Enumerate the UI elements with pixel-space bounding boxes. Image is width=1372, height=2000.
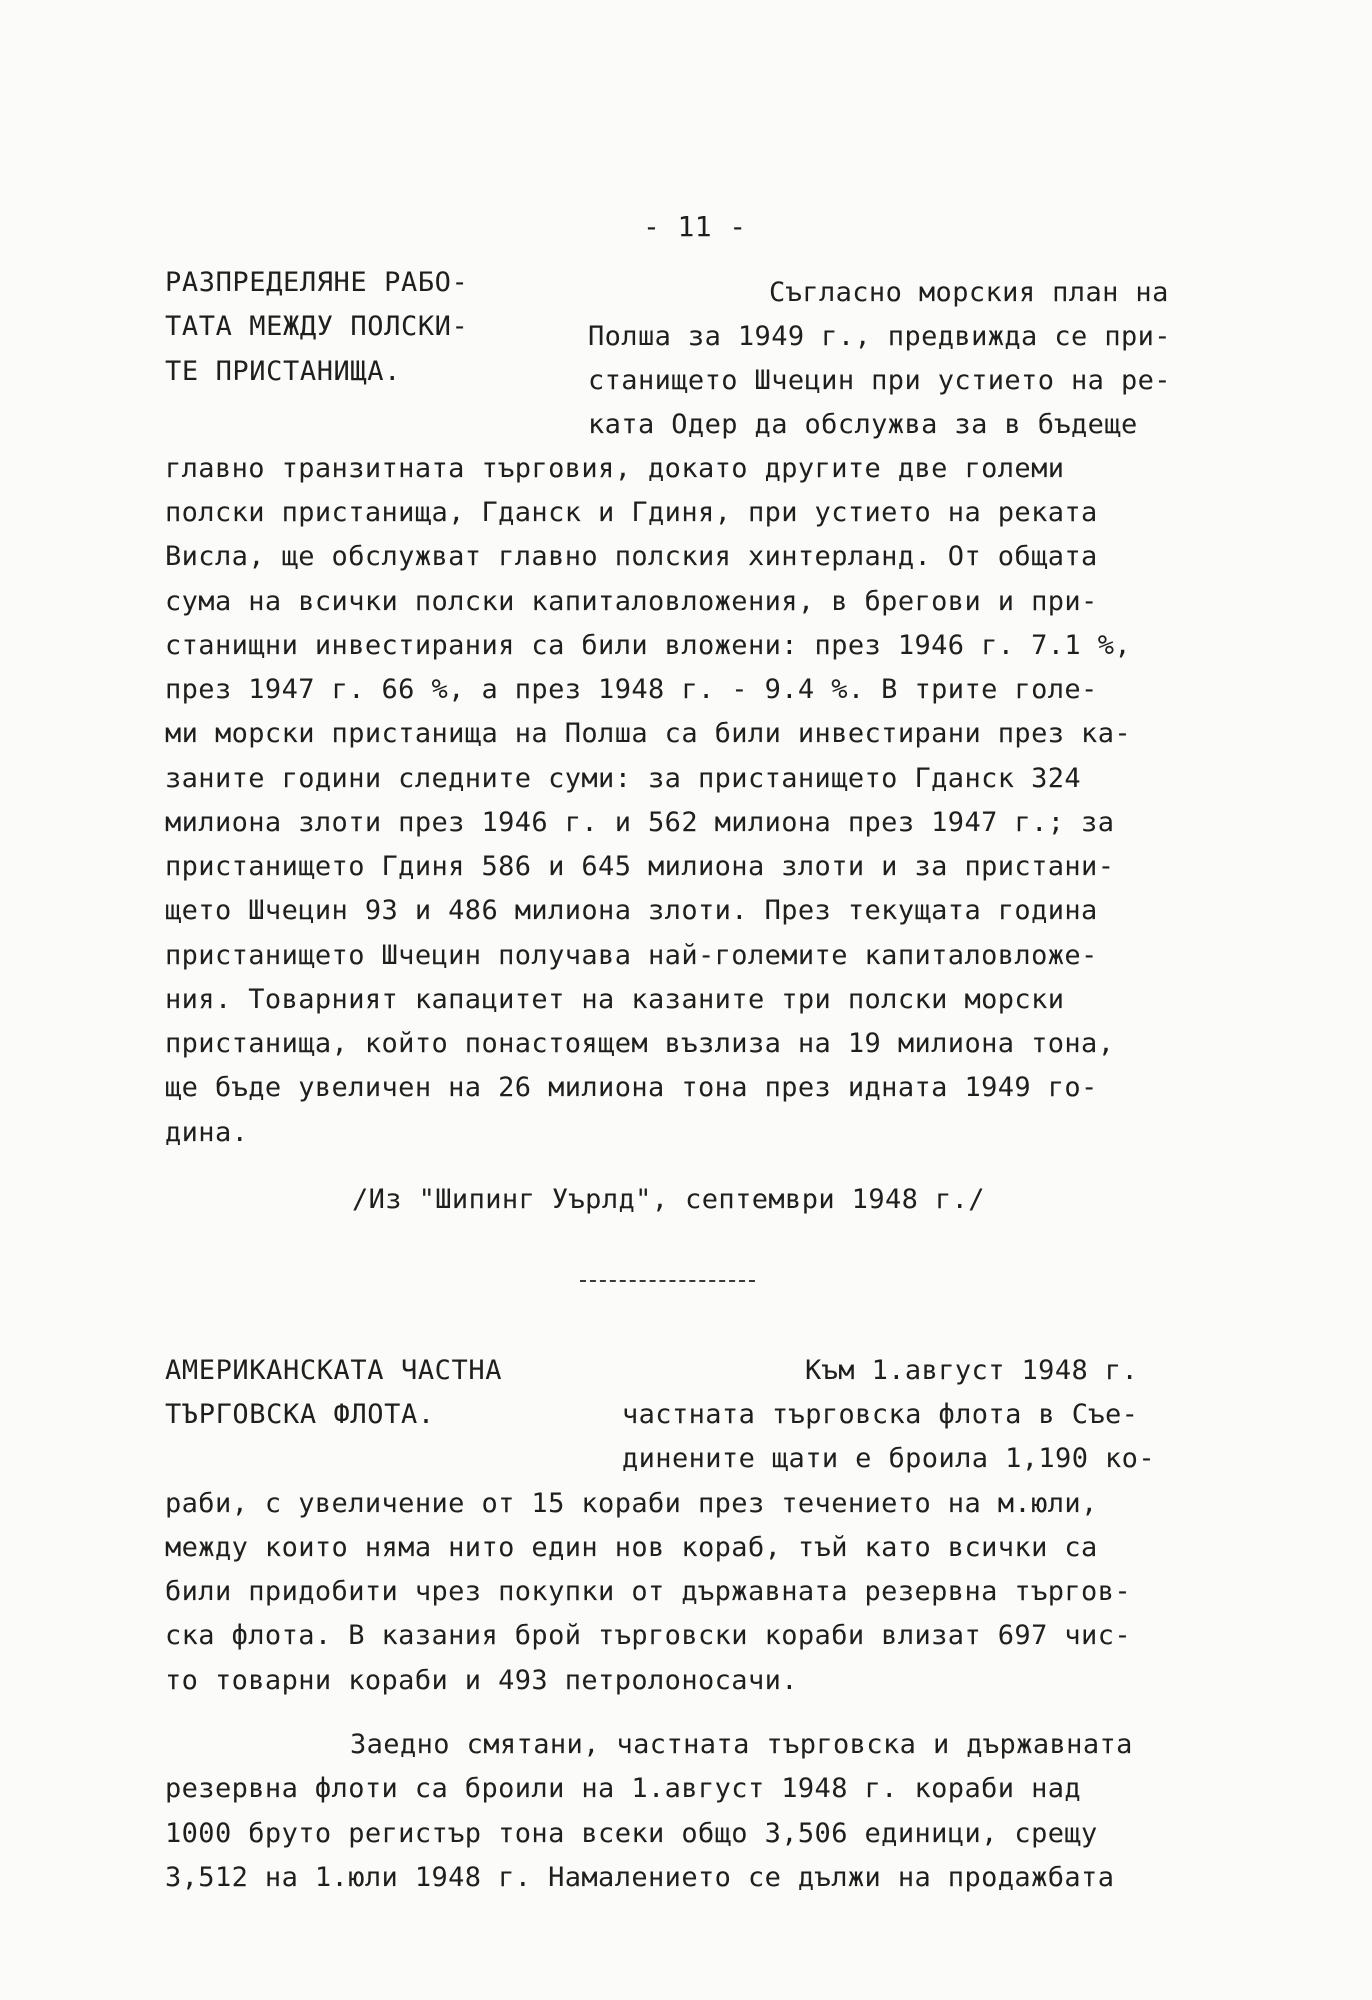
article1-line-16: дина. [165, 1117, 249, 1148]
article1-right-line-1: Съгласно морския план на [769, 277, 1169, 308]
section-divider [580, 1280, 755, 1282]
article2-right-line-1: Към 1.август 1948 г. [805, 1355, 1139, 1386]
article2-heading-line-1: АМЕРИКАНСКАТА ЧАСТНА [165, 1355, 503, 1386]
article2-para2-line-4: 3,512 на 1.юли 1948 г. Намалението се дължи на продажбата [165, 1862, 1115, 1893]
article1-line-10: пристанището Гдиня 586 и 645 милиона злоти и за пристани- [165, 851, 1115, 882]
article2-para2-line-1: Заедно смятани, частната търговска и държавната [350, 1729, 1133, 1760]
article1-line-4: сума на всички полски капиталовложения, в брегови и при- [165, 586, 1098, 617]
article2-line-2: между които няма нито един нов кораб, тъй като всички са [165, 1532, 1098, 1563]
article2-line-5: то товарни кораби и 493 петролоносачи. [165, 1665, 798, 1696]
article1-line-14: пристанища, който понастоящем възлиза на 19 милиона тона, [165, 1028, 1115, 1059]
article2-right-line-2: частната търговска флота в Съе- [622, 1399, 1139, 1430]
article1-right-line-2: Полша за 1949 г., предвижда се при- [588, 321, 1171, 352]
article1-line-3: Висла, ще обслужват главно полския хинтерланд. От общата [165, 541, 1098, 572]
page-number: - 11 - [643, 210, 747, 243]
article1-right-line-4: ката Одер да обслужва за в бъдеще [588, 409, 1138, 440]
article1-line-12: пристанището Шчецин получава най-големите капиталовложе- [165, 940, 1098, 971]
article1-right-line-3: станището Шчецин при устието на ре- [588, 365, 1171, 396]
article1-line-5: станищни инвестирания са били вложени: през 1946 г. 7.1 %, [165, 630, 1132, 661]
article1-line-2: полски пристанища, Гданск и Гдиня, при устието на реката [165, 497, 1098, 528]
article1-heading-line-2: ТАТА МЕЖДУ ПОЛСКИ- [165, 311, 469, 342]
article1-source: /Из "Шипинг Уърлд", септември 1948 г./ [352, 1184, 985, 1215]
article1-line-8: заните години следните суми: за пристанището Гданск 324 [165, 763, 1082, 794]
article1-line-13: ния. Товарният капацитет на казаните три полски морски [165, 984, 1065, 1015]
article1-heading-line-3: ТЕ ПРИСТАНИЩА. [165, 356, 401, 387]
article2-para2-line-3: 1000 бруто регистър тона всеки общо 3,506 единици, срещу [165, 1818, 1098, 1849]
article1-line-9: милиона злоти през 1946 г. и 562 милиона през 1947 г.; за [165, 807, 1115, 838]
article2-line-3: били придобити чрез покупки от държавната резервна търгов- [165, 1576, 1132, 1607]
article1-heading-line-1: РАЗПРЕДЕЛЯНЕ РАБО- [165, 267, 469, 298]
article2-right-line-3: динените щати е броила 1,190 ко- [622, 1443, 1155, 1474]
article1-line-7: ми морски пристанища на Полша са били инвестирани през ка- [165, 718, 1132, 749]
article2-line-1: раби, с увеличение от 15 кораби през течението на м.юли, [165, 1488, 1098, 1519]
article2-para2-line-2: резервна флоти са броили на 1.август 1948 г. кораби над [165, 1773, 1082, 1804]
article1-line-1: главно транзитната търговия, докато другите две големи [165, 453, 1065, 484]
article1-line-6: през 1947 г. 66 %, а през 1948 г. - 9.4 %. В трите голе- [165, 674, 1098, 705]
article1-line-15: ще бъде увеличен на 26 милиона тона през идната 1949 го- [165, 1072, 1098, 1103]
article2-heading-line-2: ТЪРГОВСКА ФЛОТА. [165, 1399, 435, 1430]
article2-line-4: ска флота. В казания брой търговски кораби влизат 697 чис- [165, 1620, 1132, 1651]
article1-line-11: щето Шчецин 93 и 486 милиона злоти. През текущата година [165, 895, 1098, 926]
